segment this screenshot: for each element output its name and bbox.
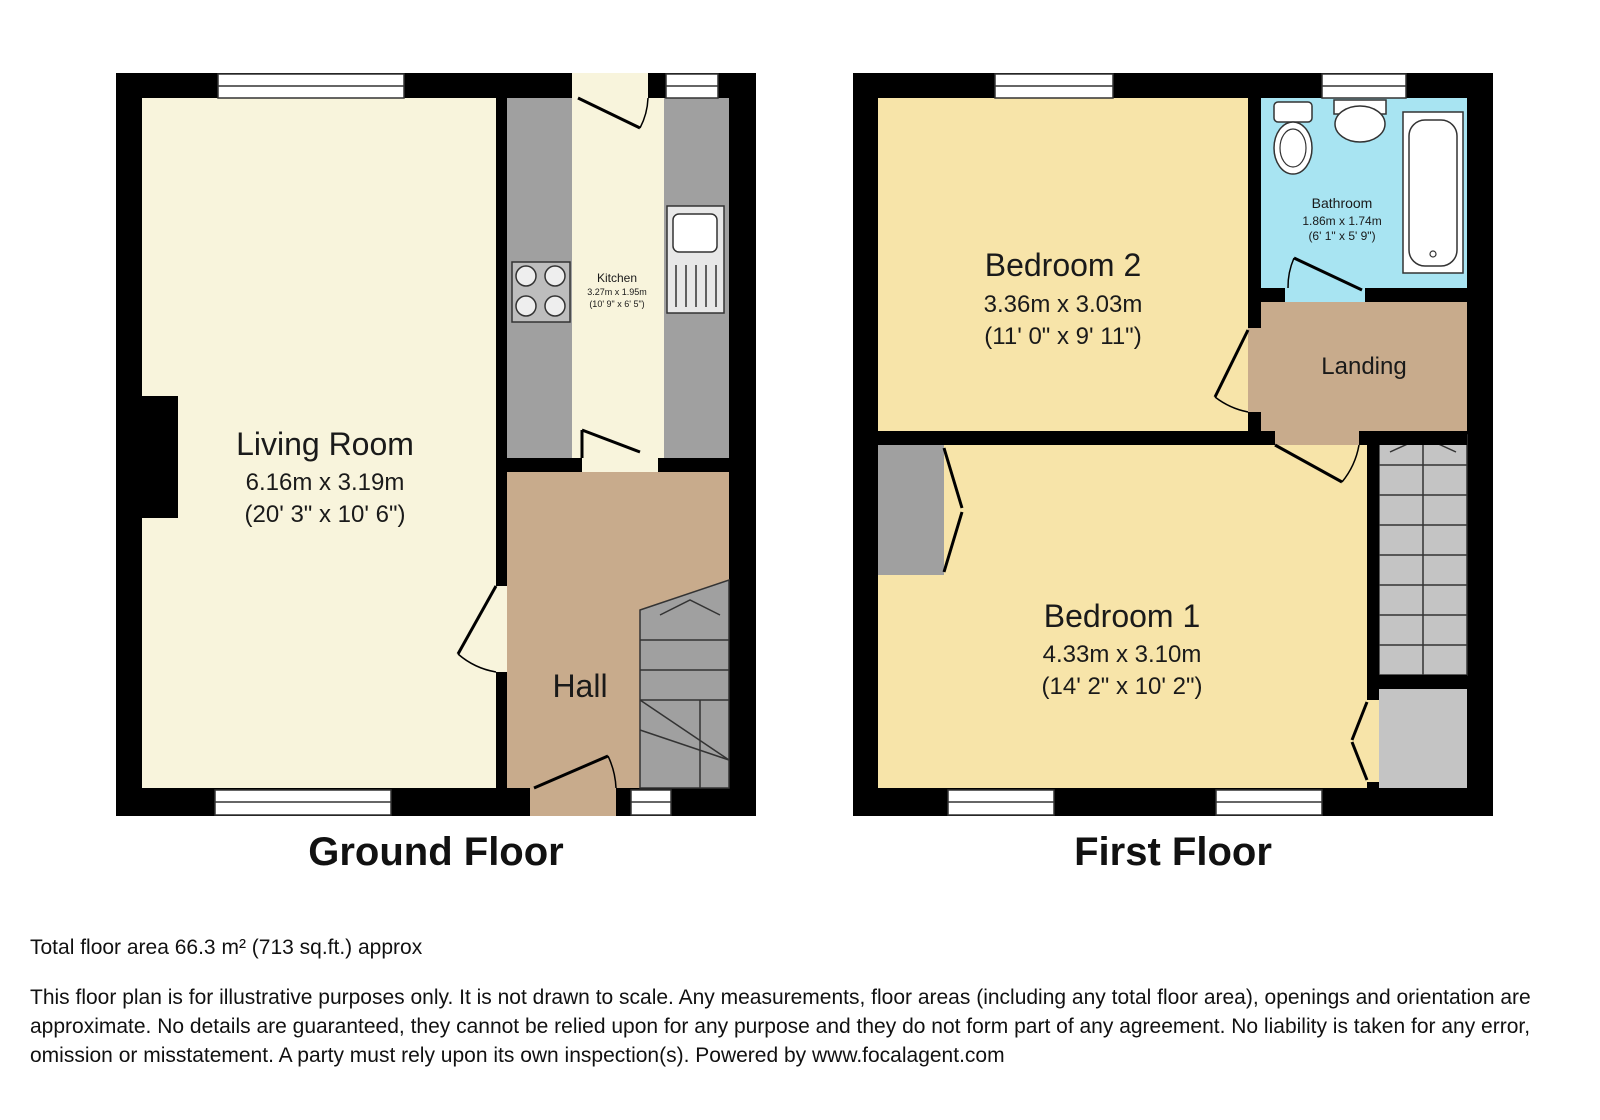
living-room-metric: 6.16m x 3.19m <box>245 469 405 496</box>
bedroom-1-metric: 4.33m x 3.10m <box>1042 641 1202 668</box>
bedroom-2-name: Bedroom 2 <box>984 247 1142 283</box>
basin-icon <box>1334 100 1386 142</box>
bedroom-2-metric: 3.36m x 3.03m <box>983 291 1143 318</box>
chimney-breast <box>142 396 178 518</box>
kitchen-name: Kitchen <box>596 271 638 285</box>
bedroom-2-door-gap <box>1248 328 1261 412</box>
bathroom-metric: 1.86m x 1.74m <box>1302 214 1382 228</box>
bedroom-1-name: Bedroom 1 <box>1043 598 1201 634</box>
bedroom-1-door-gap <box>1275 431 1359 445</box>
living-room-name: Living Room <box>236 426 414 462</box>
bath-icon <box>1403 112 1463 273</box>
hob-icon <box>512 262 570 322</box>
living-room-imperial: (20' 3" x 10' 6") <box>244 501 406 528</box>
living-room-door-gap <box>496 586 507 672</box>
landing-name: Landing <box>1321 353 1407 380</box>
bathroom-imperial: (6' 1" x 5' 9") <box>1308 229 1376 243</box>
living-kitchen-wall <box>496 98 507 788</box>
first-staircase <box>1379 435 1467 675</box>
kitchen-back-door-gap <box>572 73 648 98</box>
first-floor-plan <box>853 73 1493 816</box>
ground-staircase <box>640 580 729 788</box>
wardrobe <box>878 445 944 575</box>
bedroom-2-imperial: (11' 0" x 9' 11") <box>984 323 1142 350</box>
airing-cupboard <box>1379 689 1467 788</box>
front-door-gap <box>530 788 616 816</box>
kitchen-imperial: (10' 9" x 6' 5") <box>589 299 645 309</box>
kitchen-metric: 3.27m x 1.95m <box>587 287 647 297</box>
toilet-icon <box>1274 102 1312 174</box>
kitchen-door-gap <box>582 458 658 472</box>
disclaimer-text: This floor plan is for illustrative purposes only. It is not drawn to scale. Any measurements, floor areas (including any total floor area), openings and orientation are approximate. No details are guaranteed, they cannot be relied upon for any purpose and they do not form part of any agreement. No liability is taken for any error, omission or misstatement. A party must rely upon its own inspection(s). Powered by www.focalagent.com <box>30 986 1531 1067</box>
ground-floor-title: Ground Floor <box>308 830 564 874</box>
bathroom-door-gap <box>1285 288 1365 302</box>
total-floor-area: Total floor area 66.3 m² (713 sq.ft.) approx <box>30 936 423 959</box>
hall-name: Hall <box>552 668 608 704</box>
ground-floor-plan <box>116 73 756 816</box>
bathroom-name: Bathroom <box>1311 195 1373 211</box>
first-floor-title: First Floor <box>1074 830 1272 874</box>
bedroom-1-imperial: (14' 2" x 10' 2") <box>1041 673 1203 700</box>
cupboard-wall <box>1379 675 1467 689</box>
sink-icon <box>667 206 724 313</box>
cupboard-door-gap <box>1367 700 1379 782</box>
